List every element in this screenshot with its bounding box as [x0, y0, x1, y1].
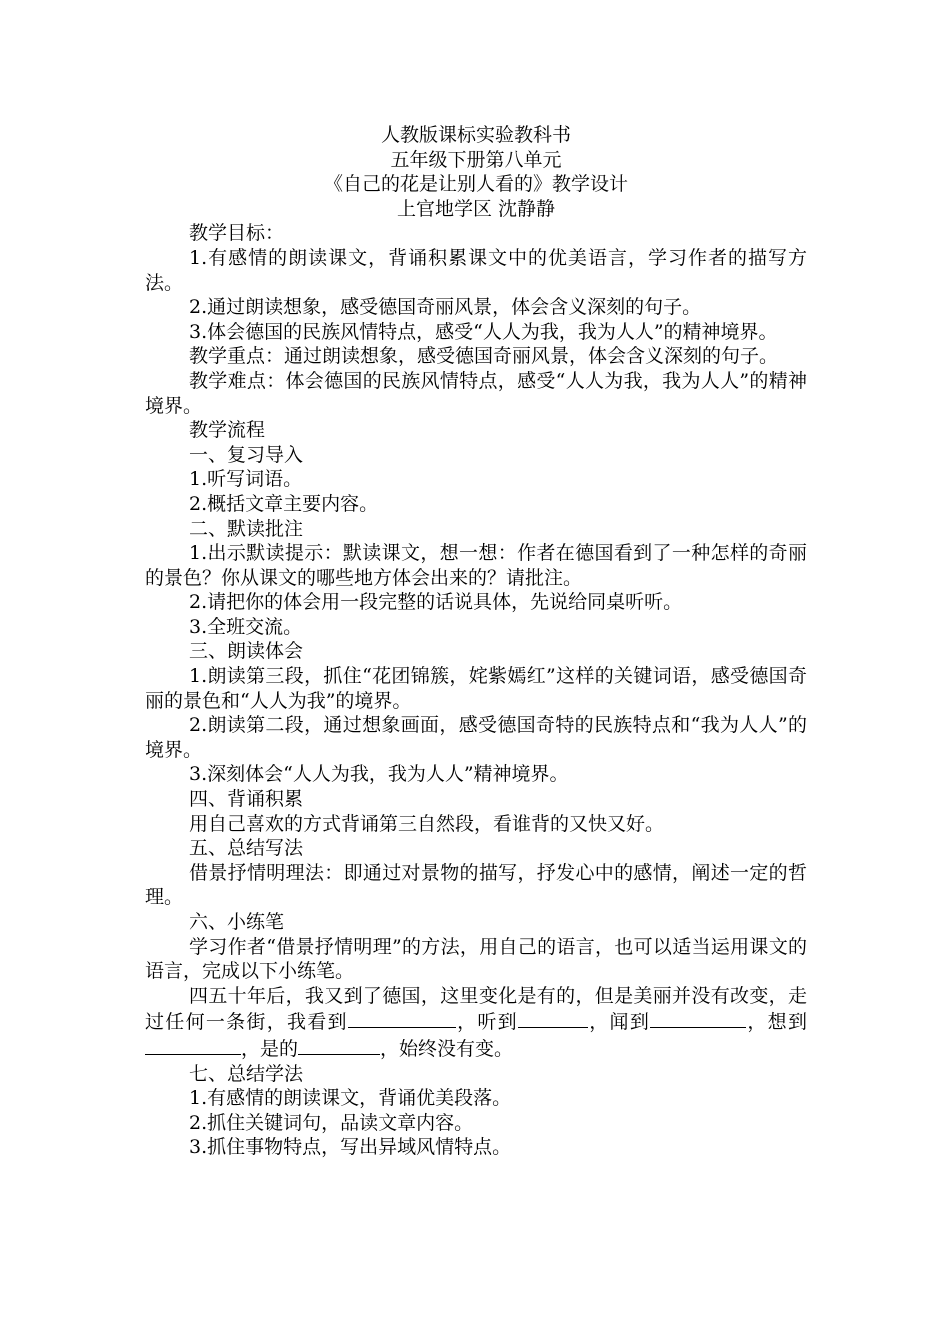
blank-hear[interactable] — [518, 1008, 588, 1028]
document-body — [145, 123, 807, 1160]
key-point: 教学重点：通过朗读想象，感受德国奇丽风景，体会含义深刻的句子。 — [189, 345, 779, 368]
fill-in-exercise — [145, 984, 807, 1062]
section-5-title: 五、总结写法 — [189, 837, 304, 860]
section-6-item-1: 学习作者“借景抒情明理”的方法，用自己的语言，也可以适当运用课文的语言，完成以下小练笔。 — [145, 935, 807, 983]
exercise-text-4: ，想到 — [746, 1011, 807, 1034]
section-2-item-2: 2.请把你的体会用一段完整的话说具体，先说给同桌听听。 — [189, 591, 683, 614]
goal-2: 2.通过朗读想象，感受德国奇丽风景，体会含义深刻的句子。 — [189, 296, 702, 319]
section-3-title: 三、朗读体会 — [189, 640, 304, 663]
section-7-item-1: 1.有感情的朗读课文，背诵优美段落。 — [189, 1087, 512, 1110]
exercise-text-6: ，始终没有变。 — [380, 1037, 514, 1060]
section-6-title: 六、小练笔 — [189, 911, 285, 933]
goals-heading: 教学目标： — [189, 222, 285, 245]
section-3-item-1: 1.朗读第三段，抓住“花团锦簇，姹紫嫣红”这样的关键词语，感受德国奇丽的景色和“人人为我”的境界。 — [145, 665, 807, 712]
section-1-title: 一、复习导入 — [189, 443, 304, 466]
exercise-text-1: 四五十年后，我又到了德国，这里变化是有的，但是美丽并没有改变，走过任何一条街，我看到 — [145, 984, 807, 1034]
section-3-item-2: 2.朗读第二段，通过想象画面，感受德国奇特的民族特点和“我为人人”的境界。 — [145, 714, 807, 761]
section-2-title: 二、默读批注 — [189, 517, 304, 540]
unit-title: 五年级下册第八单元 — [390, 148, 562, 171]
goal-3: 3.体会德国的民族风情特点，感受“人人为我，我为人人”的精神境界。 — [189, 320, 778, 343]
section-1-item-2: 2.概括文章主要内容。 — [189, 492, 379, 515]
section-7-item-3: 3.抓住事物特点，写出异域风情特点。 — [189, 1136, 512, 1159]
section-5-item-1: 借景抒情明理法：即通过对景物的描写，抒发心中的感情，阐述一定的哲理。 — [145, 861, 807, 909]
lesson-title: 《自己的花是让别人看的》教学设计 — [323, 173, 628, 196]
exercise-text-3: ，闻到 — [587, 1011, 651, 1034]
section-3-item-3: 3.深刻体会“人人为我，我为人人”精神境界。 — [189, 763, 569, 786]
author-line: 上官地学区 沈静静 — [396, 197, 556, 220]
section-2-item-3: 3.全班交流。 — [189, 615, 303, 638]
difficulty: 教学难点：体会德国的民族风情特点，感受“人人为我，我为人人”的精神境界。 — [145, 369, 807, 417]
exercise-text-5: ，是的 — [241, 1037, 299, 1060]
goal-1: 1.有感情的朗读课文，背诵积累课文中的优美语言，学习作者的描写方法。 — [145, 246, 807, 294]
process-heading: 教学流程 — [189, 419, 266, 442]
section-4-title: 四、背诵积累 — [189, 788, 304, 811]
exercise-text-2: ，听到 — [455, 1011, 518, 1034]
blank-smell[interactable] — [650, 1008, 746, 1028]
section-1-item-1: 1.听写词语。 — [189, 468, 303, 491]
section-7-item-2: 2.抓住关键词句，品读文章内容。 — [189, 1111, 474, 1134]
blank-think[interactable] — [145, 1035, 241, 1055]
section-2-item-1: 1.出示默读提示：默读课文，想一想：作者在德国看到了一种怎样的奇丽的景色？你从课文的哪些地方体会出来的？请批注。 — [145, 542, 807, 589]
section-7-title: 七、总结学法 — [189, 1062, 304, 1085]
textbook-title: 人教版课标实验教科书 — [380, 124, 571, 146]
blank-yes[interactable] — [298, 1035, 380, 1055]
blank-see[interactable] — [348, 1008, 456, 1028]
section-4-item-1: 用自己喜欢的方式背诵第三自然段，看谁背的又快又好。 — [189, 812, 665, 835]
